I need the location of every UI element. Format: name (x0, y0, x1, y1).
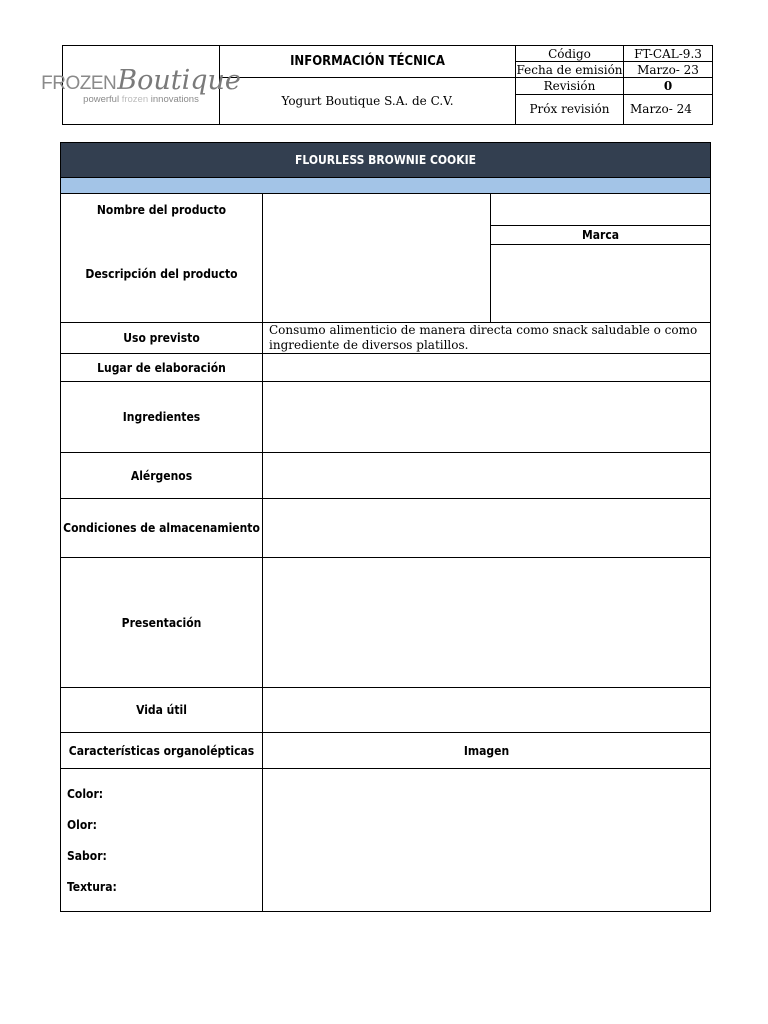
ingredientes-value (263, 382, 711, 453)
presentacion-value (263, 558, 711, 688)
ingredientes-label: Ingredientes (61, 382, 263, 453)
meta-value-revision: 0 (624, 78, 713, 94)
logo-boutique-text: Boutique (117, 65, 241, 96)
logo-cell (41, 46, 241, 125)
descripcion-label: Descripción del producto (85, 267, 238, 281)
frozen-boutique-logo (41, 65, 241, 105)
blue-separator-bar (61, 178, 711, 194)
almacenamiento-label: Condiciones de almacenamiento (61, 499, 263, 558)
meta-label-codigo: Código (516, 46, 624, 62)
meta-label-fecha: Fecha de emisión (516, 62, 623, 77)
marca-label: Marca (491, 226, 711, 245)
nombre-label: Nombre del producto (96, 203, 227, 217)
organolepticas-label: Características organolépticas (61, 733, 263, 769)
imagen-label: Imagen (263, 733, 711, 769)
marca-spacer (491, 194, 711, 226)
organoleptic-list (61, 769, 263, 912)
lugar-value (263, 354, 711, 382)
organoleptic-olor: Olor: (67, 818, 97, 832)
imagen-area (263, 769, 711, 912)
marca-value (491, 245, 711, 323)
alergenos-value (263, 453, 711, 499)
organoleptic-sabor: Sabor: (67, 849, 107, 863)
meta-value-prox: Marzo- 24 (624, 94, 713, 124)
company-name: Yogurt Boutique S.A. de C.V. (220, 78, 516, 125)
product-title: FLOURLESS BROWNIE COOKIE (61, 143, 711, 178)
doc-type-title: INFORMACIÓN TÉCNICA (220, 46, 516, 78)
uso-value: Consumo alimenticio de manera directa como snack saludable o como ingrediente de diversos platillos. (263, 323, 711, 354)
logo-tagline: powerful frozen innovations (83, 94, 199, 105)
meta-label-revision: Revisión (516, 78, 624, 94)
logo-frozen-text: FROZEN (41, 73, 117, 94)
nombre-descripcion-value (263, 194, 491, 323)
meta-value-codigo: FT-CAL-9.3 (624, 46, 713, 62)
product-sheet-table (60, 142, 711, 912)
uso-label: Uso previsto (61, 323, 263, 354)
alergenos-label: Alérgenos (61, 453, 263, 499)
organoleptic-textura: Textura: (67, 880, 117, 894)
lugar-label: Lugar de elaboración (61, 354, 263, 382)
almacenamiento-value (263, 499, 711, 558)
presentacion-label: Presentación (61, 558, 263, 688)
vida-util-value (263, 688, 711, 733)
organoleptic-color: Color: (67, 787, 104, 801)
document-header (41, 45, 713, 125)
vida-util-label: Vida útil (61, 688, 263, 733)
nombre-descripcion-label-cell (61, 194, 263, 323)
meta-value-fecha: Marzo- 23 (624, 62, 713, 78)
meta-label-prox: Próx revisión (516, 94, 624, 124)
